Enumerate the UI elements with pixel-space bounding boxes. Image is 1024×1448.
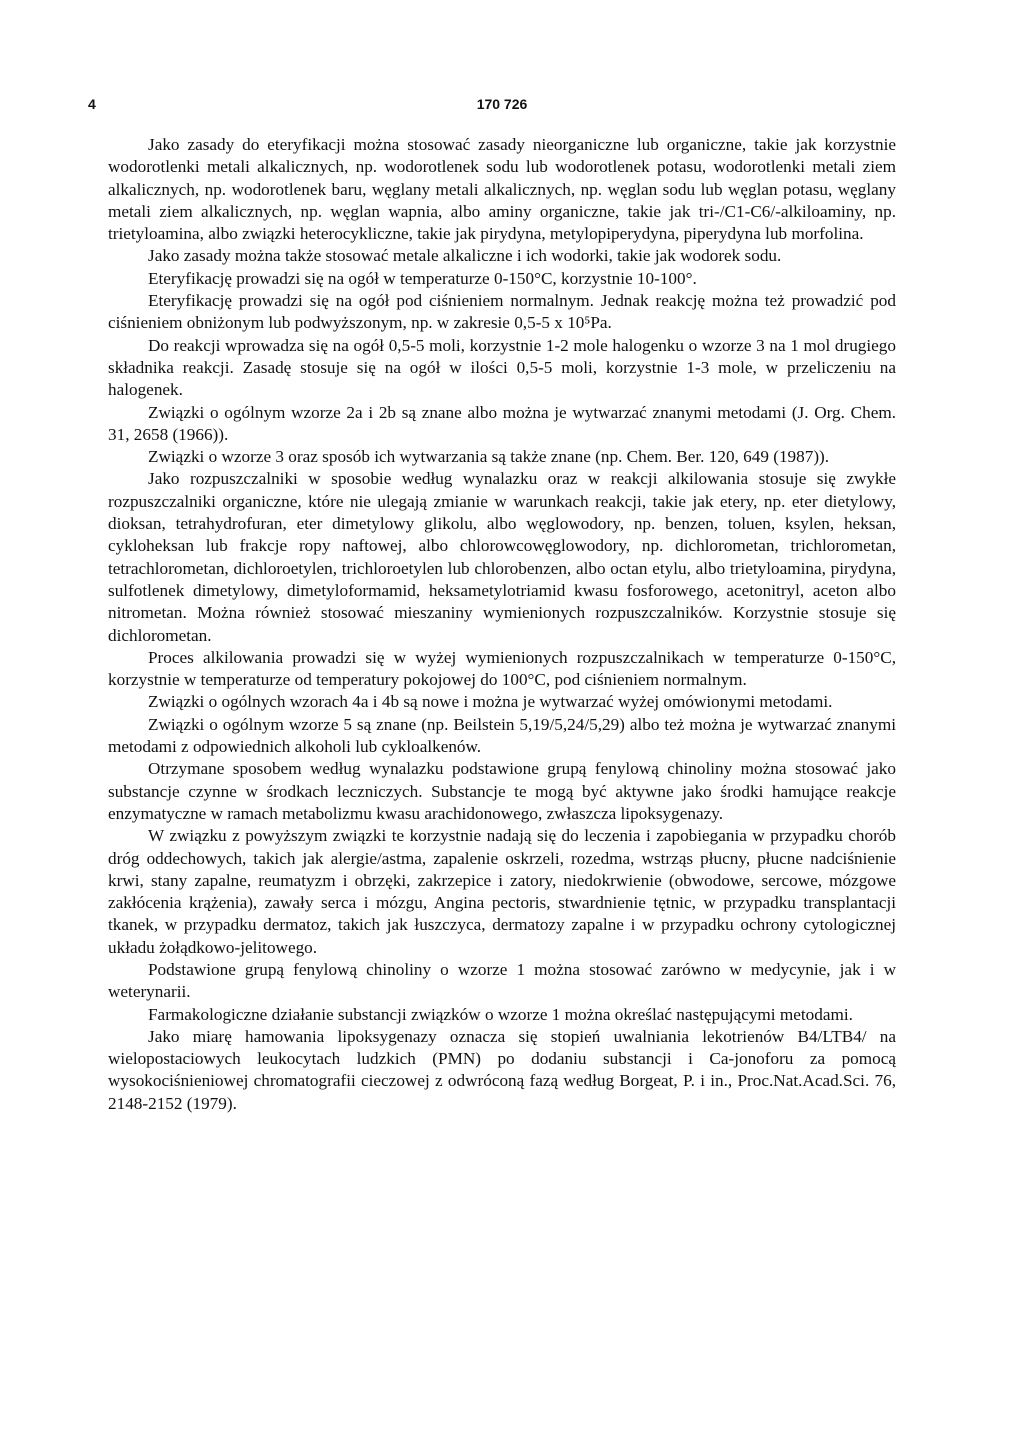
page-header	[88, 92, 896, 116]
paragraph: Jako zasady można także stosować metale alkaliczne i ich wodorki, takie jak wodorek sodu.	[148, 246, 782, 266]
paragraph: Podstawione grupą fenylową chinoliny o wzorze 1 można stosować zarówno w medycynie, jak i w weterynarii.	[108, 959, 896, 1002]
paragraph: Eteryfikację prowadzi się na ogół pod ciśnieniem normalnym. Jednak reakcję można też prowadzić pod ciśnieniem obniżonym lub podwyższonym, np. w zakresie 0,5-5 x 10⁵Pa.	[108, 291, 896, 333]
document-page	[88, 92, 896, 1115]
paragraph: Jako miarę hamowania lipoksygenazy oznacza się stopień uwalniania lekotrienów B4/LTB4/ na wielopostaciowych leukocytach ludzkich (PMN) po dodaniu substancji i Ca-jonoforu za pomocą wysokociśnieniowej chromatografii cieczowej z odwróconą fazą według Borgeat, P. i in., Proc.Nat.Acad.Sci. 76, 2148-2152 (1979).	[108, 1026, 896, 1113]
paragraph: Związki o ogólnym wzorze 2a i 2b są znane albo można je wytwarzać znanymi metodami (J. Org. Chem. 31, 2658 (1966)).	[108, 402, 896, 444]
paragraph: Jako rozpuszczalniki w sposobie według wynalazku oraz w reakcji alkilowania stosuje się zwykłe rozpuszczalniki organiczne, które nie ulegają zmianie w warunkach reakcji, takie jak etery, np. eter dietylowy, dioksan, tetrahydrofuran, eter dimetylowy glikolu, albo węglowodory, np. benzen, toluen, ksylen, heksan, cykloheksan lub frakcje ropy naftowej, albo chlorowcowęglowodory, np. dichlorometan, trichlorometan, tetrachlorometan, dichloroetylen, trichloroetylen lub chlorobenzen, albo octan etylu, albo trietyloamina, pirydyna, sulfotlenek dimetylowy, dimetyloformamid, heksametylotriamid kwasu fosforowego, acetonitryl, aceton albo nitrometan. Można również stosować mieszaniny wymienionych rozpuszczalników. Korzystnie stosuje się dichlorometan.	[108, 469, 896, 645]
paragraph: Otrzymane sposobem według wynalazku podstawione grupą fenylową chinoliny można stosować jako substancje czynne w środkach leczniczych. Substancje te mogą być aktywne jako środki hamujące reakcje enzymatyczne w ramach metabolizmu kwasu arachidonowego, zwłaszcza lipoksygenazy.	[108, 759, 896, 823]
paragraph: Związki o wzorze 3 oraz sposób ich wytwarzania są także znane (np. Chem. Ber. 120, 649 (1987)).	[148, 447, 830, 467]
patent-number: 170 726	[476, 96, 528, 112]
paragraph: Związki o ogólnym wzorze 5 są znane (np. Beilstein 5,19/5,24/5,29) albo też można je wytwarzać znanymi metodami z odpowiednich alkoholi lub cykloalkenów.	[108, 714, 896, 757]
paragraph: Związki o ogólnych wzorach 4a i 4b są nowe i można je wytwarzać wyżej omówionymi metodami.	[148, 692, 833, 712]
body-text	[108, 134, 896, 1115]
paragraph: Do reakcji wprowadza się na ogół 0,5-5 moli, korzystnie 1-2 mole halogenku o wzorze 3 na 1 mol drugiego składnika reakcji. Zasadę stosuje się na ogół w ilości 0,5-5 moli, korzystnie 1-3 mole, w przeliczeniu na halogenek.	[108, 335, 896, 400]
paragraph: Jako zasady do eteryfikacji można stosować zasady nieorganiczne lub organiczne, takie jak korzystnie wodorotlenki metali alkalicznych, np. wodorotlenek sodu lub wodorotlenek potasu, wodorotlenki metali ziem alkalicznych, np. wodorotlenek baru, węglany metali alkalicznych, np. węglan sodu lub węglan potasu, węglany metali ziem alkalicznych, np. węglan wapnia, albo aminy organiczne, takie jak tri-/C1-C6/-alkiloaminy, np. trietyloamina, albo związki heterocykliczne, takie jak pirydyna, metylopiperydyna, piperydyna lub morfolina.	[108, 135, 896, 244]
paragraph: W związku z powyższym związki te korzystnie nadają się do leczenia i zapobiegania w przypadku chorób dróg oddechowych, takich jak alergie/astma, zapalenie oskrzeli, rozedma, wstrząs płucny, płucne nadciśnienie krwi, stany zapalne, reumatyzm i obrzęki, zakrzepice i zatory, niedokrwienie (obwodowe, sercowe, mózgowe zakłócenia krążenia), zawały serca i mózgu, Angina pectoris, stwardnienie tętnic, w przypadku transplantacji tkanek, w przypadku dermatoz, takich jak łuszczyca, dermatozy zapalne i w przypadku ochrony cytologicznej układu żołądkowo-jelitowego.	[108, 826, 896, 957]
paragraph: Eteryfikację prowadzi się na ogół w temperaturze 0-150°C, korzystnie 10-100°.	[148, 268, 697, 288]
paragraph: Proces alkilowania prowadzi się w wyżej wymienionych rozpuszczalnikach w temperaturze 0-150°C, korzystnie w temperaturze od temperatury pokojowej do 100°C, pod ciśnieniem normalnym.	[108, 647, 896, 690]
page-number: 4	[88, 96, 96, 112]
paragraph: Farmakologiczne działanie substancji związków o wzorze 1 można określać następującymi metodami.	[148, 1004, 853, 1024]
